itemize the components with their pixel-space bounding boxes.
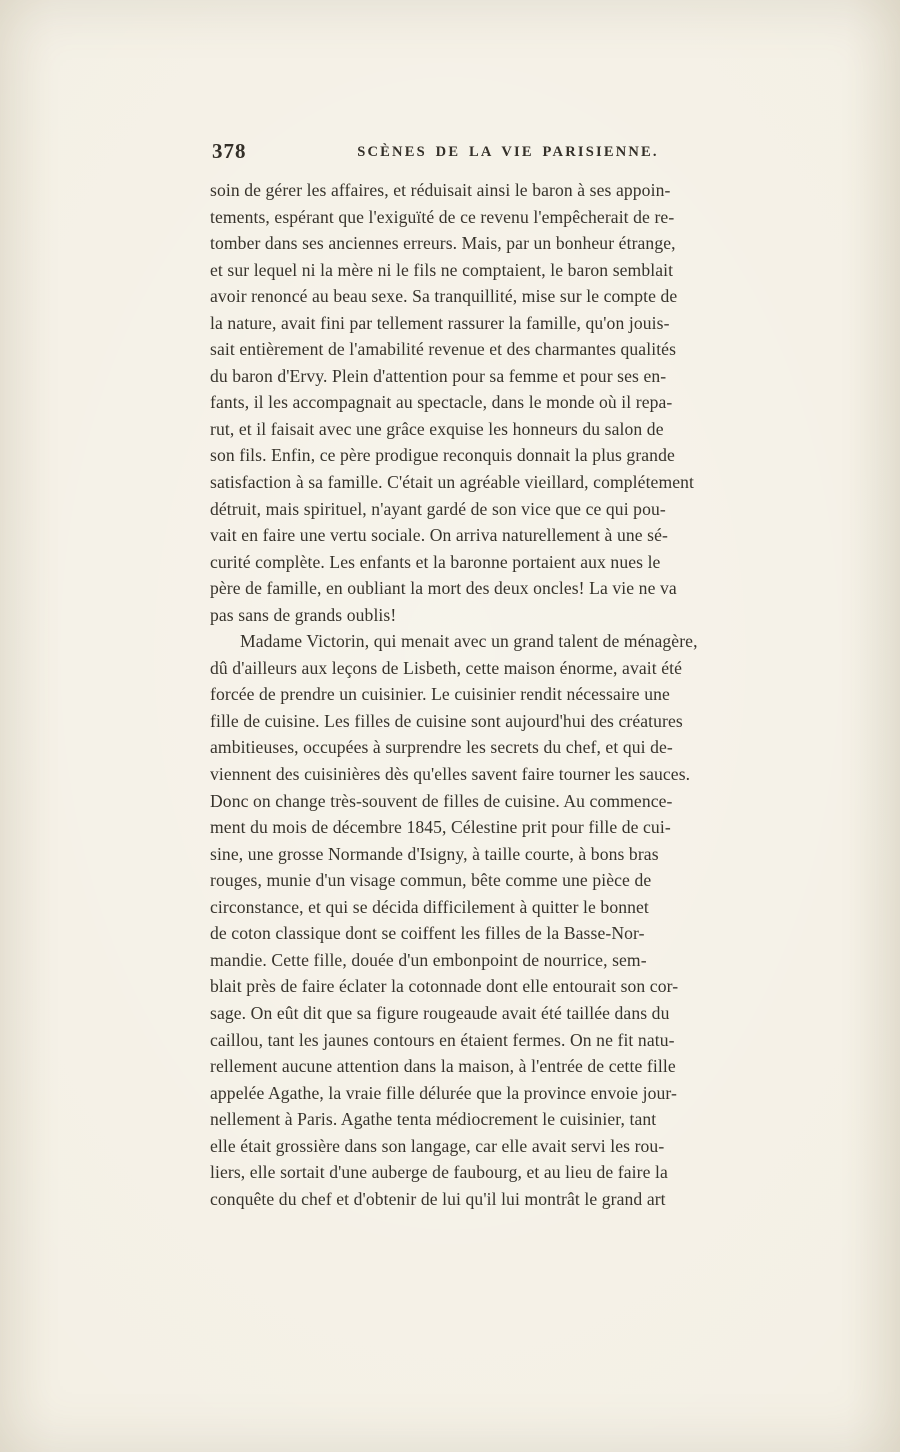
text-line: détruit, mais spirituel, n'ayant gardé de son vice que ce qui pou- xyxy=(210,498,666,519)
text-line: forcée de prendre un cuisinier. Le cuisinier rendit nécessaire une xyxy=(210,684,670,705)
text-line: vait en faire une vertu sociale. On arriva naturellement à une sé- xyxy=(210,525,668,546)
text-line: ment du mois de décembre 1845, Célestine prit pour fille de cui- xyxy=(210,817,671,838)
text-line: tements, espérant que l'exiguïté de ce revenu l'empêcherait de re- xyxy=(210,206,675,227)
text-line: conquête du chef et d'obtenir de lui qu'il lui montrât le grand art xyxy=(210,1188,666,1209)
text-line: rellement aucune attention dans la maison, à l'entrée de cette fille xyxy=(210,1056,676,1077)
text-line: rouges, munie d'un visage commun, bête comme une pièce de xyxy=(210,870,652,891)
text-line: sait entièrement de l'amabilité revenue et des charmantes qualités xyxy=(210,339,677,360)
text-block xyxy=(210,139,806,1212)
text-line: sine, une grosse Normande d'Isigny, à taille courte, à bons bras xyxy=(210,843,659,864)
text-line: caillou, tant les jaunes contours en étaient fermes. On ne fit natu- xyxy=(210,1029,675,1050)
text-line: fants, il les accompagnait au spectacle, dans le monde où il repa- xyxy=(210,392,673,413)
text-line: elle était grossière dans son langage, car elle avait servi les rou- xyxy=(210,1135,665,1156)
body-text xyxy=(210,177,806,1212)
text-line: son fils. Enfin, ce père prodigue reconquis donnait la plus grande xyxy=(210,445,675,466)
text-line: circonstance, et qui se décida difficilement à quitter le bonnet xyxy=(210,896,649,917)
page-number: 378 xyxy=(212,139,247,163)
text-line: nellement à Paris. Agathe tenta médiocrement le cuisinier, tant xyxy=(210,1109,657,1130)
text-line: de coton classique dont se coiffent les filles de la Basse-Nor- xyxy=(210,923,645,944)
text-line: Madame Victorin, qui menait avec un grand talent de ménagère, xyxy=(240,631,698,652)
text-line: et sur lequel ni la mère ni le fils ne comptaient, le baron semblait xyxy=(210,259,674,280)
text-line: mandie. Cette fille, douée d'un embonpoint de nourrice, sem- xyxy=(210,949,647,970)
text-line: père de famille, en oubliant la mort des deux oncles! La vie ne va xyxy=(210,578,677,599)
text-line: appelée Agathe, la vraie fille délurée que la province envoie jour- xyxy=(210,1082,677,1103)
running-title: SCÈNES DE LA VIE PARISIENNE. xyxy=(357,144,659,160)
text-line: fille de cuisine. Les filles de cuisine sont aujourd'hui des créatures xyxy=(210,710,683,731)
text-line: liers, elle sortait d'une auberge de faubourg, et au lieu de faire la xyxy=(210,1162,668,1183)
text-line: la nature, avait fini par tellement rassurer la famille, qu'on jouis- xyxy=(210,312,670,333)
text-line: curité complète. Les enfants et la baronne portaient aux nues le xyxy=(210,551,661,572)
text-line: tomber dans ses anciennes erreurs. Mais, par un bonheur étrange, xyxy=(210,233,676,254)
text-line: satisfaction à sa famille. C'était un agréable vieillard, complétement xyxy=(210,472,695,493)
text-line: soin de gérer les affaires, et réduisait ainsi le baron à ses appoin- xyxy=(210,180,671,200)
text-line: avoir renoncé au beau sexe. Sa tranquillité, mise sur le compte de xyxy=(210,286,678,307)
text-line: viennent des cuisinières dès qu'elles savent faire tourner les sauces. xyxy=(210,764,691,785)
text-line: ambitieuses, occupées à surprendre les secrets du chef, et qui de- xyxy=(210,737,673,758)
text-line: rut, et il faisait avec une grâce exquise les honneurs du salon de xyxy=(210,418,664,439)
text-line: Donc on change très-souvent de filles de cuisine. Au commence- xyxy=(210,790,673,811)
text-line: blait près de faire éclater la cotonnade dont elle entourait son cor- xyxy=(210,976,679,997)
page-header xyxy=(210,139,806,169)
text-line: du baron d'Ervy. Plein d'attention pour sa femme et pour ses en- xyxy=(210,365,667,386)
text-line: dû d'ailleurs aux leçons de Lisbeth, cette maison énorme, avait été xyxy=(210,657,683,678)
text-line: sage. On eût dit que sa figure rougeaude avait été taillée dans du xyxy=(210,1002,670,1023)
text-line: pas sans de grands oublis! xyxy=(210,604,397,625)
